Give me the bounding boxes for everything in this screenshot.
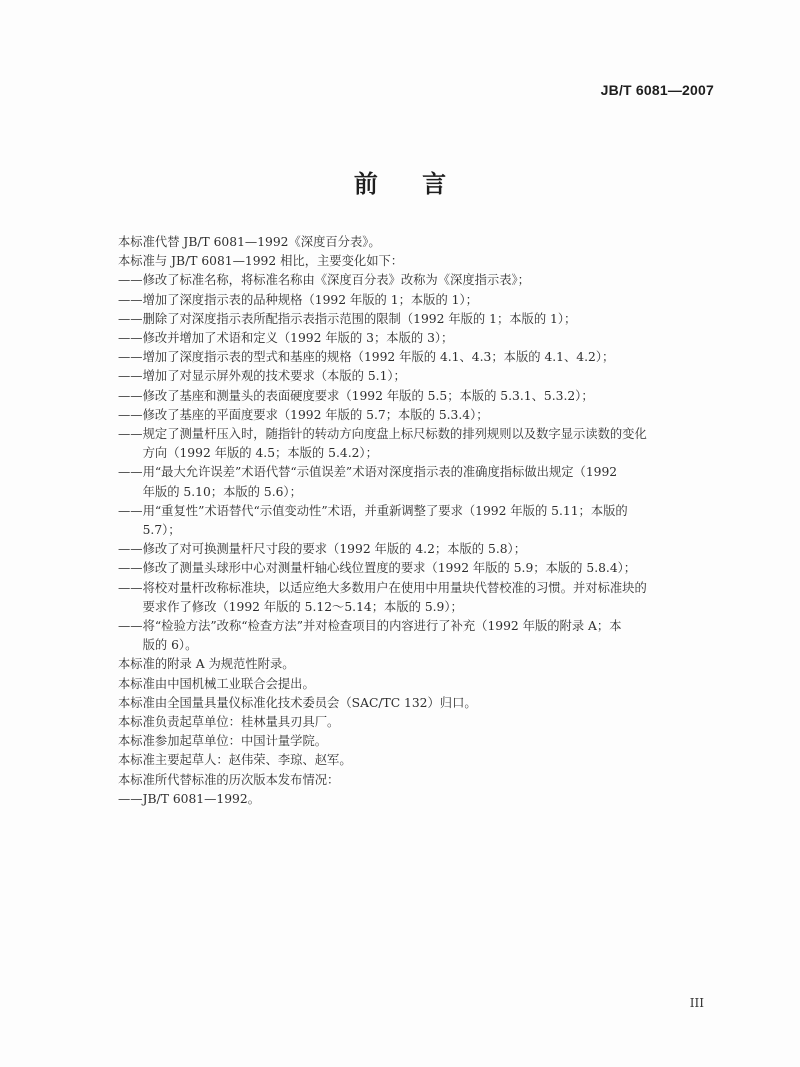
page-number: III bbox=[689, 996, 704, 1010]
text-line: 本标准由全国量具量仪标准化技术委员会（SAC/TC 132）归口。 bbox=[118, 695, 477, 710]
list-item: ——修改了测量头球形中心对测量杆轴心线位置度的要求（1992 年版的 5.9；本版的 5.8.4）； bbox=[118, 561, 637, 576]
list-item: ——修改了基座的平面度要求（1992 年版的 5.7；本版的 5.3.4）； bbox=[118, 407, 489, 422]
list-item-continuation: 版的 6）。 bbox=[118, 638, 198, 653]
list-item: ——用“重复性”术语替代“示值变动性”术语，并重新调整了要求（1992 年版的 5.11；本版的 bbox=[118, 503, 628, 518]
page-title: 前 言 bbox=[353, 170, 465, 198]
list-item-continuation: 年版的 5.10；本版的 5.6）； bbox=[118, 484, 302, 499]
text-line: 本标准主要起草人：赵伟荣、李琼、赵军。 bbox=[118, 753, 352, 768]
list-item-continuation: 方向（1992 年版的 4.5；本版的 5.4.2）； bbox=[118, 446, 378, 461]
list-item: ——增加了对显示屏外观的技术要求（本版的 5.1）； bbox=[118, 369, 406, 384]
standard-code: JB/T 6081—2007 bbox=[600, 82, 714, 98]
list-item-continuation: 5.7）； bbox=[118, 523, 181, 538]
list-item: ——修改了基座和测量头的表面硬度要求（1992 年版的 5.5；本版的 5.3.1、5.3.2）； bbox=[118, 388, 594, 403]
list-item: ——将校对量杆改称标准块，以适应绝大多数用户在使用中用量块代替校准的习惯。并对标准块的 bbox=[118, 580, 647, 595]
text-line: 本标准所代替标准的历次版本发布情况： bbox=[118, 772, 340, 787]
text-line: 本标准代替 JB/T 6081—1992《深度百分表》。 bbox=[118, 235, 381, 249]
list-item: ——修改了对可换测量杆尺寸段的要求（1992 年版的 4.2；本版的 5.8）； bbox=[118, 542, 527, 557]
foreword-body bbox=[118, 233, 728, 809]
text-line: 本标准参加起草单位：中国计量学院。 bbox=[118, 734, 328, 749]
text-line: 本标准与 JB/T 6081—1992 相比，主要变化如下： bbox=[118, 254, 404, 269]
list-item: ——JB/T 6081—1992。 bbox=[118, 791, 260, 806]
list-item: ——规定了测量杆压入时，随指针的转动方向度盘上标尺标数的排列规则以及数字显示读数的变化 bbox=[118, 427, 647, 442]
list-item: ——修改并增加了术语和定义（1992 年版的 3；本版的 3）； bbox=[118, 331, 454, 346]
list-item: ——将“检验方法”改称“检查方法”并对检查项目的内容进行了补充（1992 年版的附录 A；本 bbox=[118, 619, 622, 634]
list-item: ——用“最大允许误差”术语代替“示值误差”术语对深度指示表的准确度指标做出规定（1992 bbox=[118, 465, 618, 480]
list-item: ——删除了对深度指示表所配指示表指示范围的限制（1992 年版的 1；本版的 1）； bbox=[118, 311, 577, 326]
list-item: ——增加了深度指示表的品种规格（1992 年版的 1；本版的 1）； bbox=[118, 292, 478, 307]
text-line: 本标准负责起草单位：桂林量具刃具厂。 bbox=[118, 715, 340, 730]
text-line: 本标准由中国机械工业联合会提出。 bbox=[118, 676, 315, 691]
text-line: 本标准的附录 A 为规范性附录。 bbox=[118, 657, 295, 672]
list-item: ——修改了标准名称，将标准名称由《深度百分表》改称为《深度指示表》； bbox=[118, 273, 530, 288]
list-item-continuation: 要求作了修改（1992 年版的 5.12～5.14；本版的 5.9）； bbox=[118, 599, 463, 614]
list-item: ——增加了深度指示表的型式和基座的规格（1992 年版的 4.1、4.3；本版的 4.1、4.2）； bbox=[118, 350, 615, 365]
